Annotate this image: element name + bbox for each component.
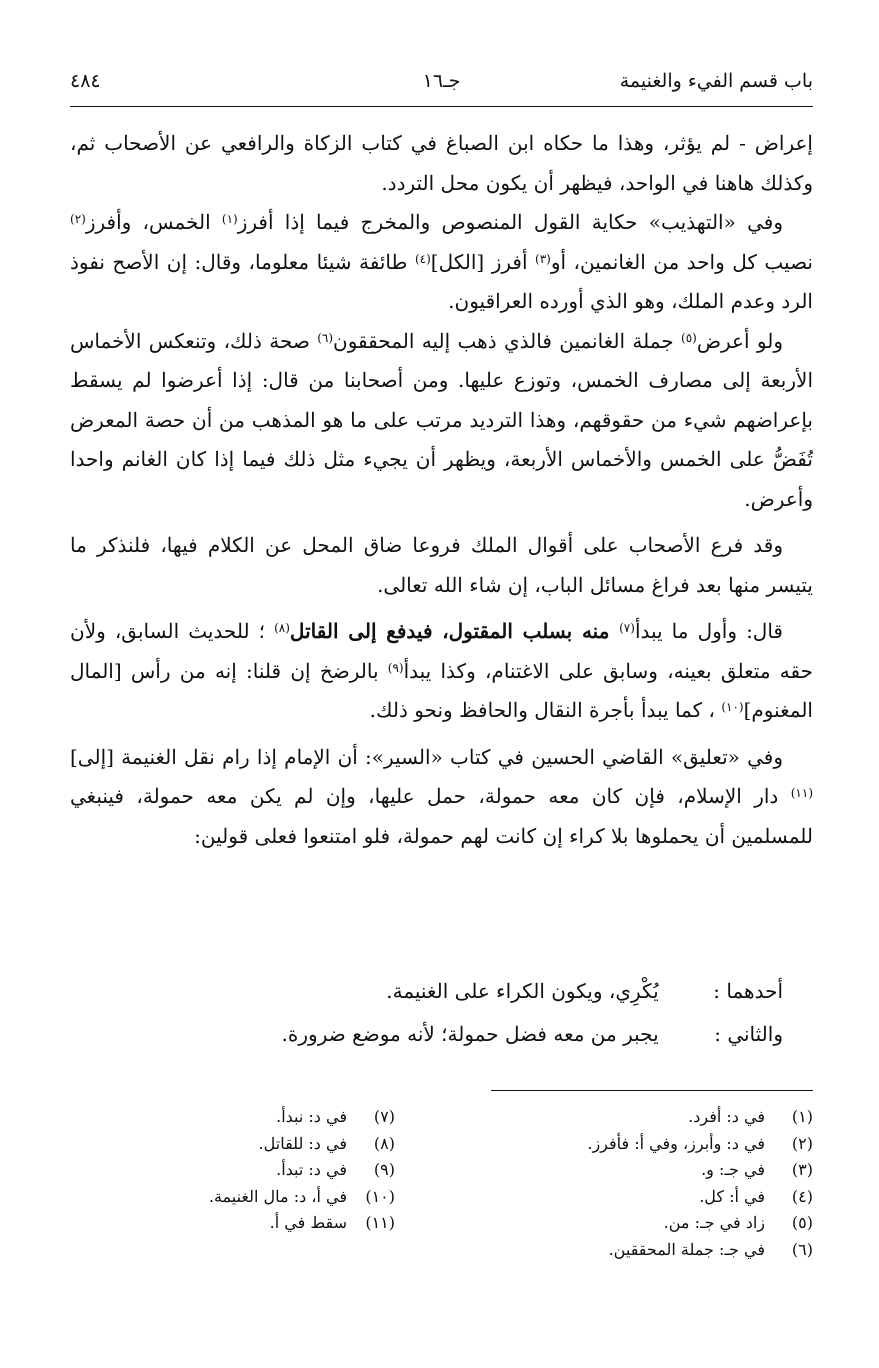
text-run: دار الإسلام، فإن كان معه حمولة، حمل عليها، وإن لم يكن معه حمولة، فينبغي للمسلمين أن يحملوها بلا كراء إن كانت لهم حمولة، فلو امتنعوا فعلى قولين:: [70, 784, 813, 848]
page-number: ٤٨٤: [70, 70, 101, 92]
paragraph-2: [70, 203, 813, 322]
footnote-text: في د: نبدأ.: [276, 1107, 347, 1126]
footnote-number: (٦): [791, 1239, 813, 1259]
footnote-divider: [491, 1090, 813, 1091]
footnote-text: في جـ: جملة المحققين.: [608, 1239, 765, 1259]
footnote-text: سقط في أ.: [269, 1213, 347, 1233]
footnote-number: (٧): [373, 1107, 395, 1126]
opinion-2: [70, 1013, 783, 1056]
text-run: الخمس، وأفرز: [85, 210, 222, 234]
footnote-text: في أ، د: مال الغنيمة.: [208, 1186, 347, 1206]
footnote-text: في أ: كل.: [699, 1186, 765, 1206]
paragraph-5: [70, 612, 813, 731]
footnote-item: [483, 1210, 813, 1237]
opinions-list: [70, 970, 783, 1056]
footnote-ref[interactable]: (٥): [681, 330, 697, 345]
footnote-item: [65, 1104, 395, 1131]
footnote-ref[interactable]: (٦): [317, 330, 334, 345]
footnote-item: [65, 1131, 395, 1158]
text-run: جملة الغانمين فالذي ذهب إليه المحققون: [333, 328, 682, 353]
footnote-number: (١): [791, 1107, 813, 1126]
text-run: ولو أعرض: [696, 328, 783, 353]
text-run: ؛ للحديث السابق، ولأن حقه متعلق بعينه، وسابق على الاغتنام، وكذا يبدأ: [70, 619, 813, 683]
footnote-number: (١٠): [365, 1186, 395, 1206]
footnote-item: [65, 1184, 395, 1211]
footnote-text: في د: للقاتل.: [258, 1133, 347, 1153]
footnotes-column-left: [65, 1104, 395, 1237]
chapter-title: باب قسم الفيء والغنيمة: [619, 70, 813, 92]
footnote-item: [483, 1104, 813, 1131]
footnote-ref[interactable]: (٣): [535, 251, 551, 266]
footnotes-column-right: [483, 1104, 813, 1264]
footnote-ref[interactable]: (٨): [274, 621, 290, 635]
text-run: ، كما يبدأ بأجرة النقال والحافظ ونحو ذلك.: [369, 698, 722, 722]
opinion-label: أحدهما :: [713, 979, 783, 1003]
opinion-text: يُكْرِي، ويكون الكراء على الغنيمة.: [386, 979, 659, 1003]
footnote-text: في جـ: و.: [701, 1160, 765, 1180]
footnote-ref[interactable]: (١): [221, 212, 238, 226]
footnote-number: (٩): [373, 1160, 395, 1180]
footnote-ref[interactable]: (٧): [619, 621, 635, 635]
main-text: [70, 124, 813, 856]
footnote-text: في د: تبدأ.: [276, 1160, 347, 1180]
volume-label: جـ١٦: [422, 70, 461, 92]
footnote-number: (٣): [791, 1160, 813, 1180]
footnote-ref[interactable]: (١١): [790, 786, 813, 800]
footnote-text: في د: أفرد.: [688, 1107, 765, 1126]
footnote-ref[interactable]: (٤): [414, 251, 431, 266]
paragraph-3: [70, 322, 813, 520]
footnote-number: (٨): [373, 1133, 395, 1153]
footnote-ref[interactable]: (٢): [70, 212, 86, 226]
footnote-text: في د: وأبرز، وفي أ: فأفرز.: [587, 1133, 765, 1153]
footnote-item: [483, 1184, 813, 1211]
footnote-item: [65, 1210, 395, 1237]
footnote-ref[interactable]: (١٠): [721, 700, 744, 714]
footnote-number: (٢): [791, 1133, 813, 1153]
text-run: أفرز [الكل]: [430, 249, 535, 274]
footnote-number: (٤): [791, 1186, 813, 1206]
footnote-item: [483, 1237, 813, 1264]
header-divider: [70, 106, 813, 107]
opinion-text: يجبر من معه فضل حمولة؛ لأنه موضع ضرورة.: [281, 1022, 659, 1046]
paragraph-6: [70, 738, 813, 857]
paragraph-1: إعراض - لم يؤثر، وهذا ما حكاه ابن الصباغ في كتاب الزكاة والرافعي عن الأصحاب ثم، وكذلك هاهنا في الواحد، فيظهر أن يكون محل التردد.: [70, 131, 813, 195]
opinion-label: والثاني :: [714, 1022, 783, 1046]
text-run: وفي «تعليق» القاضي الحسين في كتاب «السير»: أن الإمام إذا رام نقل الغنيمة [إلى]: [70, 744, 783, 769]
matn-text: منه بسلب المقتول، فيدفع إلى القاتل: [289, 619, 620, 643]
text-run: صحة ذلك، وتنعكس الأخماس الأربعة إلى مصارف الخمس، وتوزع عليها. ومن أصحابنا من قال: إذا أعرضوا لم يسقط بإعراضهم شيء من حقوقهم، وهذا الترديد مرتب على ما هو المذهب من أن حصة المعرض تُفَضُّ على الخمس والأخماس الأربعة، ويظهر أن يجيء مثل ذلك فيما إذا كان الغانم واحدا وأعرض.: [70, 328, 813, 511]
text-run: قال: وأول ما يبدأ: [634, 619, 783, 643]
text-run: بالرضخ إن قلنا: إنه من رأس [المال المغنوم]: [70, 658, 813, 722]
text-run: نصيب كل واحد من الغانمين، أو: [550, 249, 813, 274]
footnote-item: [483, 1157, 813, 1184]
footnote-number: (١١): [365, 1213, 395, 1233]
paragraph-4: وقد فرع الأصحاب على أقوال الملك فروعا ضاق المحل عن الكلام فيها، فلنذكر ما يتيسر منها بعد فراغ مسائل الباب، إن شاء الله تعالى.: [70, 533, 813, 597]
footnote-text: زاد في جـ: من.: [663, 1213, 765, 1233]
footnote-number: (٥): [791, 1213, 813, 1233]
text-run: طائفة شيئا معلوما، وقال: إن الأصح نفوذ الرد وعدم الملك، وهو الذي أورده العراقيون.: [70, 249, 813, 313]
footnote-item: [483, 1131, 813, 1158]
footnote-item: [65, 1157, 395, 1184]
text-run: وفي «التهذيب» حكاية القول المنصوص والمخرج فيما إذا أفرز: [237, 210, 783, 234]
running-header: [70, 64, 813, 98]
footnote-ref[interactable]: (٩): [387, 660, 404, 675]
opinion-1: [70, 970, 783, 1013]
